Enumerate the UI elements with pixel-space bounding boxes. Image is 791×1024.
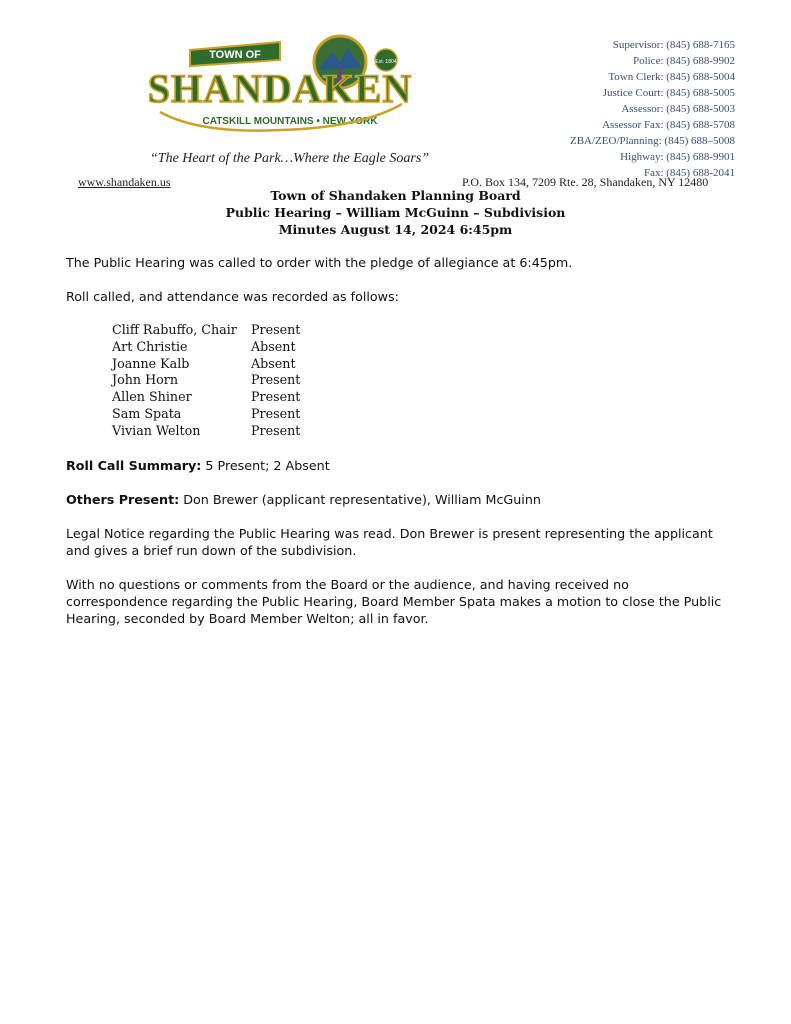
logo-est: Est. 1804 bbox=[375, 59, 397, 65]
contact-zba-planning: ZBA/ZEO/Planning: (845) 688–5008 bbox=[570, 135, 735, 147]
member-status: Present bbox=[251, 372, 301, 388]
others-present bbox=[66, 491, 726, 508]
member-name: Vivian Welton bbox=[112, 422, 201, 438]
member-status: Absent bbox=[251, 355, 296, 371]
member-name: Sam Spata bbox=[112, 405, 182, 421]
member-status: Absent bbox=[251, 338, 296, 354]
shandaken-logo-graphic bbox=[140, 32, 420, 142]
contact-supervisor: Supervisor: (845) 688-7165 bbox=[612, 39, 735, 51]
logo-name: SHANDAKEN bbox=[147, 66, 413, 111]
call-to-order: The Public Hearing was called to order with the pledge of allegiance at 6:45pm. bbox=[66, 255, 573, 270]
member-status: Present bbox=[251, 422, 301, 438]
contact-fax: Fax: (845) 688-2041 bbox=[643, 167, 735, 179]
contact-justice-court: Justice Court: (845) 688-5005 bbox=[602, 87, 735, 99]
title-minutes-date: Minutes August 14, 2024 6:45pm bbox=[278, 222, 513, 237]
roll-call-summary bbox=[66, 457, 726, 474]
member-name: Joanne Kalb bbox=[112, 355, 190, 371]
summary-value: 5 Present; 2 Absent bbox=[201, 457, 330, 473]
contact-highway: Highway: (845) 688-9901 bbox=[620, 151, 735, 163]
closing-paragraph: With no questions or comments from the Board or the audience, and having received no correspondence regarding the Public Hearing, Board Member Spata makes a motion to close the Public Hearing, seconded by Board Member Welton; all in favor. bbox=[66, 576, 722, 626]
member-status: Present bbox=[251, 389, 301, 405]
attendance-row bbox=[112, 372, 300, 389]
others-label: Others Present: bbox=[66, 491, 180, 507]
town-motto: “The Heart of the Park…Where the Eagle Soars” bbox=[150, 151, 430, 166]
legal-notice-paragraph: Legal Notice regarding the Public Hearing was read. Don Brewer is present representing the applicant and gives a brief run down of the subdivision. bbox=[66, 525, 713, 558]
attendance-row bbox=[112, 406, 300, 423]
member-name: Allen Shiner bbox=[112, 389, 192, 405]
attendance-row bbox=[112, 423, 300, 440]
contact-assessor: Assessor: (845) 688-5003 bbox=[621, 103, 735, 115]
title-board: Town of Shandaken Planning Board bbox=[270, 188, 521, 203]
mailing-address: P.O. Box 134, 7209 Rte. 28, Shandaken, NY 12480 bbox=[462, 175, 709, 189]
member-name: Cliff Rabuffo, Chair bbox=[112, 322, 237, 337]
member-name: Art Christie bbox=[112, 338, 188, 354]
contact-assessor-fax: Assessor Fax: (845) 688-5708 bbox=[602, 119, 735, 131]
others-value: Don Brewer (applicant representative), William McGuinn bbox=[179, 491, 541, 507]
logo-tagline: CATSKILL MOUNTAINS • NEW YORK bbox=[202, 116, 378, 127]
attendance-row bbox=[112, 356, 300, 373]
town-logo bbox=[140, 32, 420, 142]
title-hearing: Public Hearing – William McGuinn – Subdivision bbox=[225, 205, 566, 220]
roll-intro: Roll called, and attendance was recorded as follows: bbox=[66, 289, 399, 304]
document-title bbox=[0, 187, 791, 238]
attendance-row bbox=[112, 389, 300, 406]
contact-town-clerk: Town Clerk: (845) 688-5004 bbox=[608, 71, 735, 83]
contact-list bbox=[570, 37, 735, 181]
member-status: Present bbox=[251, 405, 301, 421]
contact-police: Police: (845) 688-9902 bbox=[632, 55, 735, 67]
attendance-row bbox=[112, 322, 300, 339]
attendance-table bbox=[112, 322, 300, 440]
summary-label: Roll Call Summary: bbox=[66, 457, 202, 473]
attendance-row bbox=[112, 339, 300, 356]
member-name: John Horn bbox=[112, 372, 179, 388]
website-link[interactable]: www.shandaken.us bbox=[78, 175, 171, 189]
logo-town-of: TOWN OF bbox=[209, 49, 261, 61]
member-status: Present bbox=[251, 322, 301, 337]
minutes-body bbox=[66, 254, 726, 644]
